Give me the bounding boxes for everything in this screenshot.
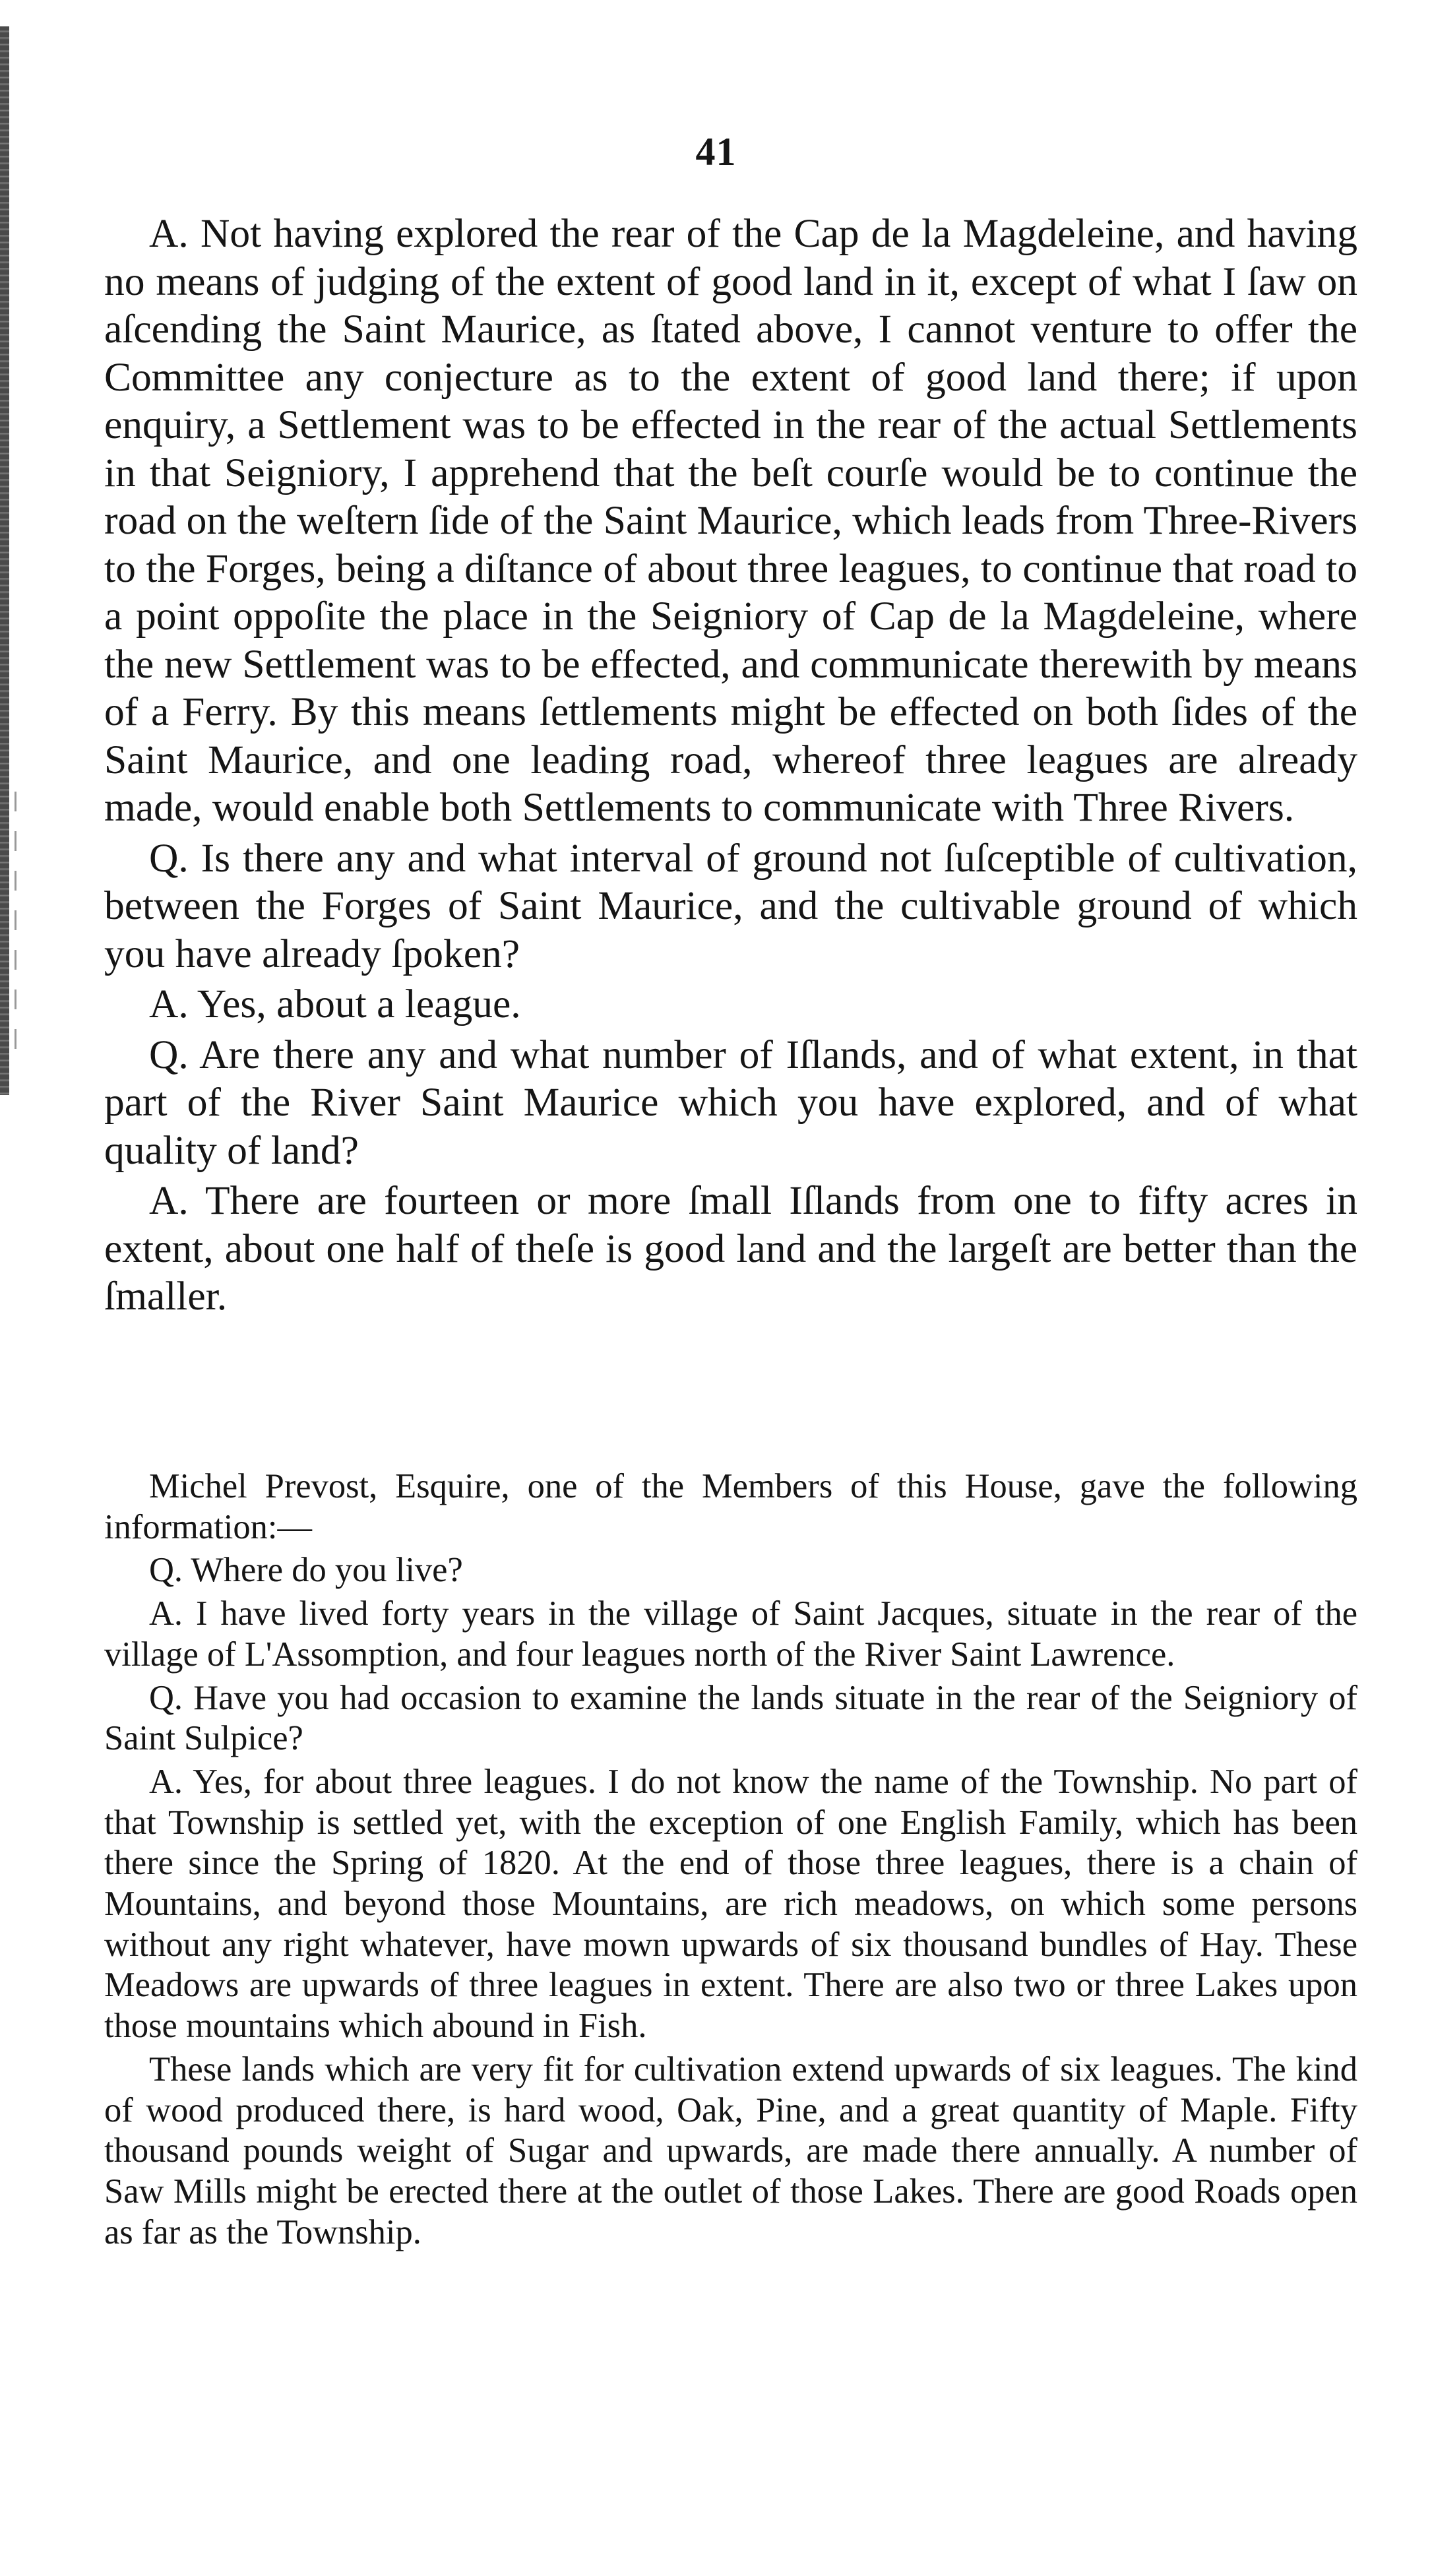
answer-paragraph: A. Yes, for about three leagues. I do not know the name of the Township. No part of that Township is settled yet, with the exception of one English Family, which has been there since the Spring of 1820. At the end of those three leagues, there is a chain of Mountains, and beyond those Mountains, are rich meadows, on which some persons without any right whatever, have mown upwards of six thousand bundles of Hay. These Meadows are upwards of three leagues in extent. There are also two or three Lakes upon those mountains which abound in Fish. (104, 1762, 1357, 2046)
answer-paragraph: A. I have lived forty years in the village of Saint Jacques, situate in the rear of the village of L'Assomption, and four leagues north of the River Saint Lawrence. (104, 1594, 1357, 1674)
page-binding-edge (0, 26, 9, 1095)
question-paragraph: Q. Where do you live? (149, 1551, 463, 1590)
answer-paragraph: A. Not having explored the rear of the Cap de la Magdeleine, and having no means of judging of the extent of good land in it, except of what I ſaw on aſcending the Saint Maurice, as ſtated above, I cannot venture to offer the Committee any conjecture as to the extent of good land there; if upon enquiry, a Settlement was to be effected in the rear of the actual Settlements in that Seigniory, I apprehend that the beſt courſe would be to continue the road on the weſtern ſide of the Saint Maurice, which leads from Three-Rivers to the Forges, being a diſtance of about three leagues, to continue that road to a point oppoſite the place in the Seigniory of Cap de la Magdeleine, where the new Settlement was to be effected, and communicate therewith by means of a Ferry. By this means ſettlements might be effected on both ſides of the Saint Maurice, and one leading road, whereof three leagues are already made, would enable both Settlements to communicate with Three Rivers. (104, 211, 1357, 830)
page-binding-shadow (15, 792, 16, 1069)
answer-continuation-paragraph: These lands which are very fit for cultivation extend upwards of six leagues. The kind of wood produced there, is hard wood, Oak, Pine, and a great quantity of Maple. Fifty thousand pounds weight of Sugar and upwards, are made there annually. A number of Saw Mills might be erected there at the outlet of those Lakes. There are good Roads open as far as the Township. (104, 2050, 1357, 2251)
question-paragraph: Q. Are there any and what number of Iſlands, and of what extent, in that part of the River Saint Maurice which you have explored, and of what quality of land? (104, 1032, 1357, 1173)
question-paragraph: Q. Have you had occasion to examine the lands situate in the rear of the Seigniory of Saint Sulpice? (104, 1678, 1357, 1758)
information-intro: Michel Prevost, Esquire, one of the Members of this House, gave the following information:— (104, 1467, 1357, 1546)
question-paragraph: Q. Is there any and what interval of ground not ſuſceptible of cultivation, between the Forges of Saint Maurice, and the cultivable ground of which you have already ſpoken? (104, 835, 1357, 976)
information-section (104, 1466, 1357, 2253)
page-number: 41 (695, 130, 737, 173)
answer-paragraph: A. Yes, about a league. (149, 982, 521, 1026)
testimony-section (104, 210, 1357, 1321)
answer-paragraph: A. There are fourteen or more ſmall Iſlands from one to fifty acres in extent, about one half of theſe is good land and the largeſt are better than the ſmaller. (104, 1178, 1357, 1319)
